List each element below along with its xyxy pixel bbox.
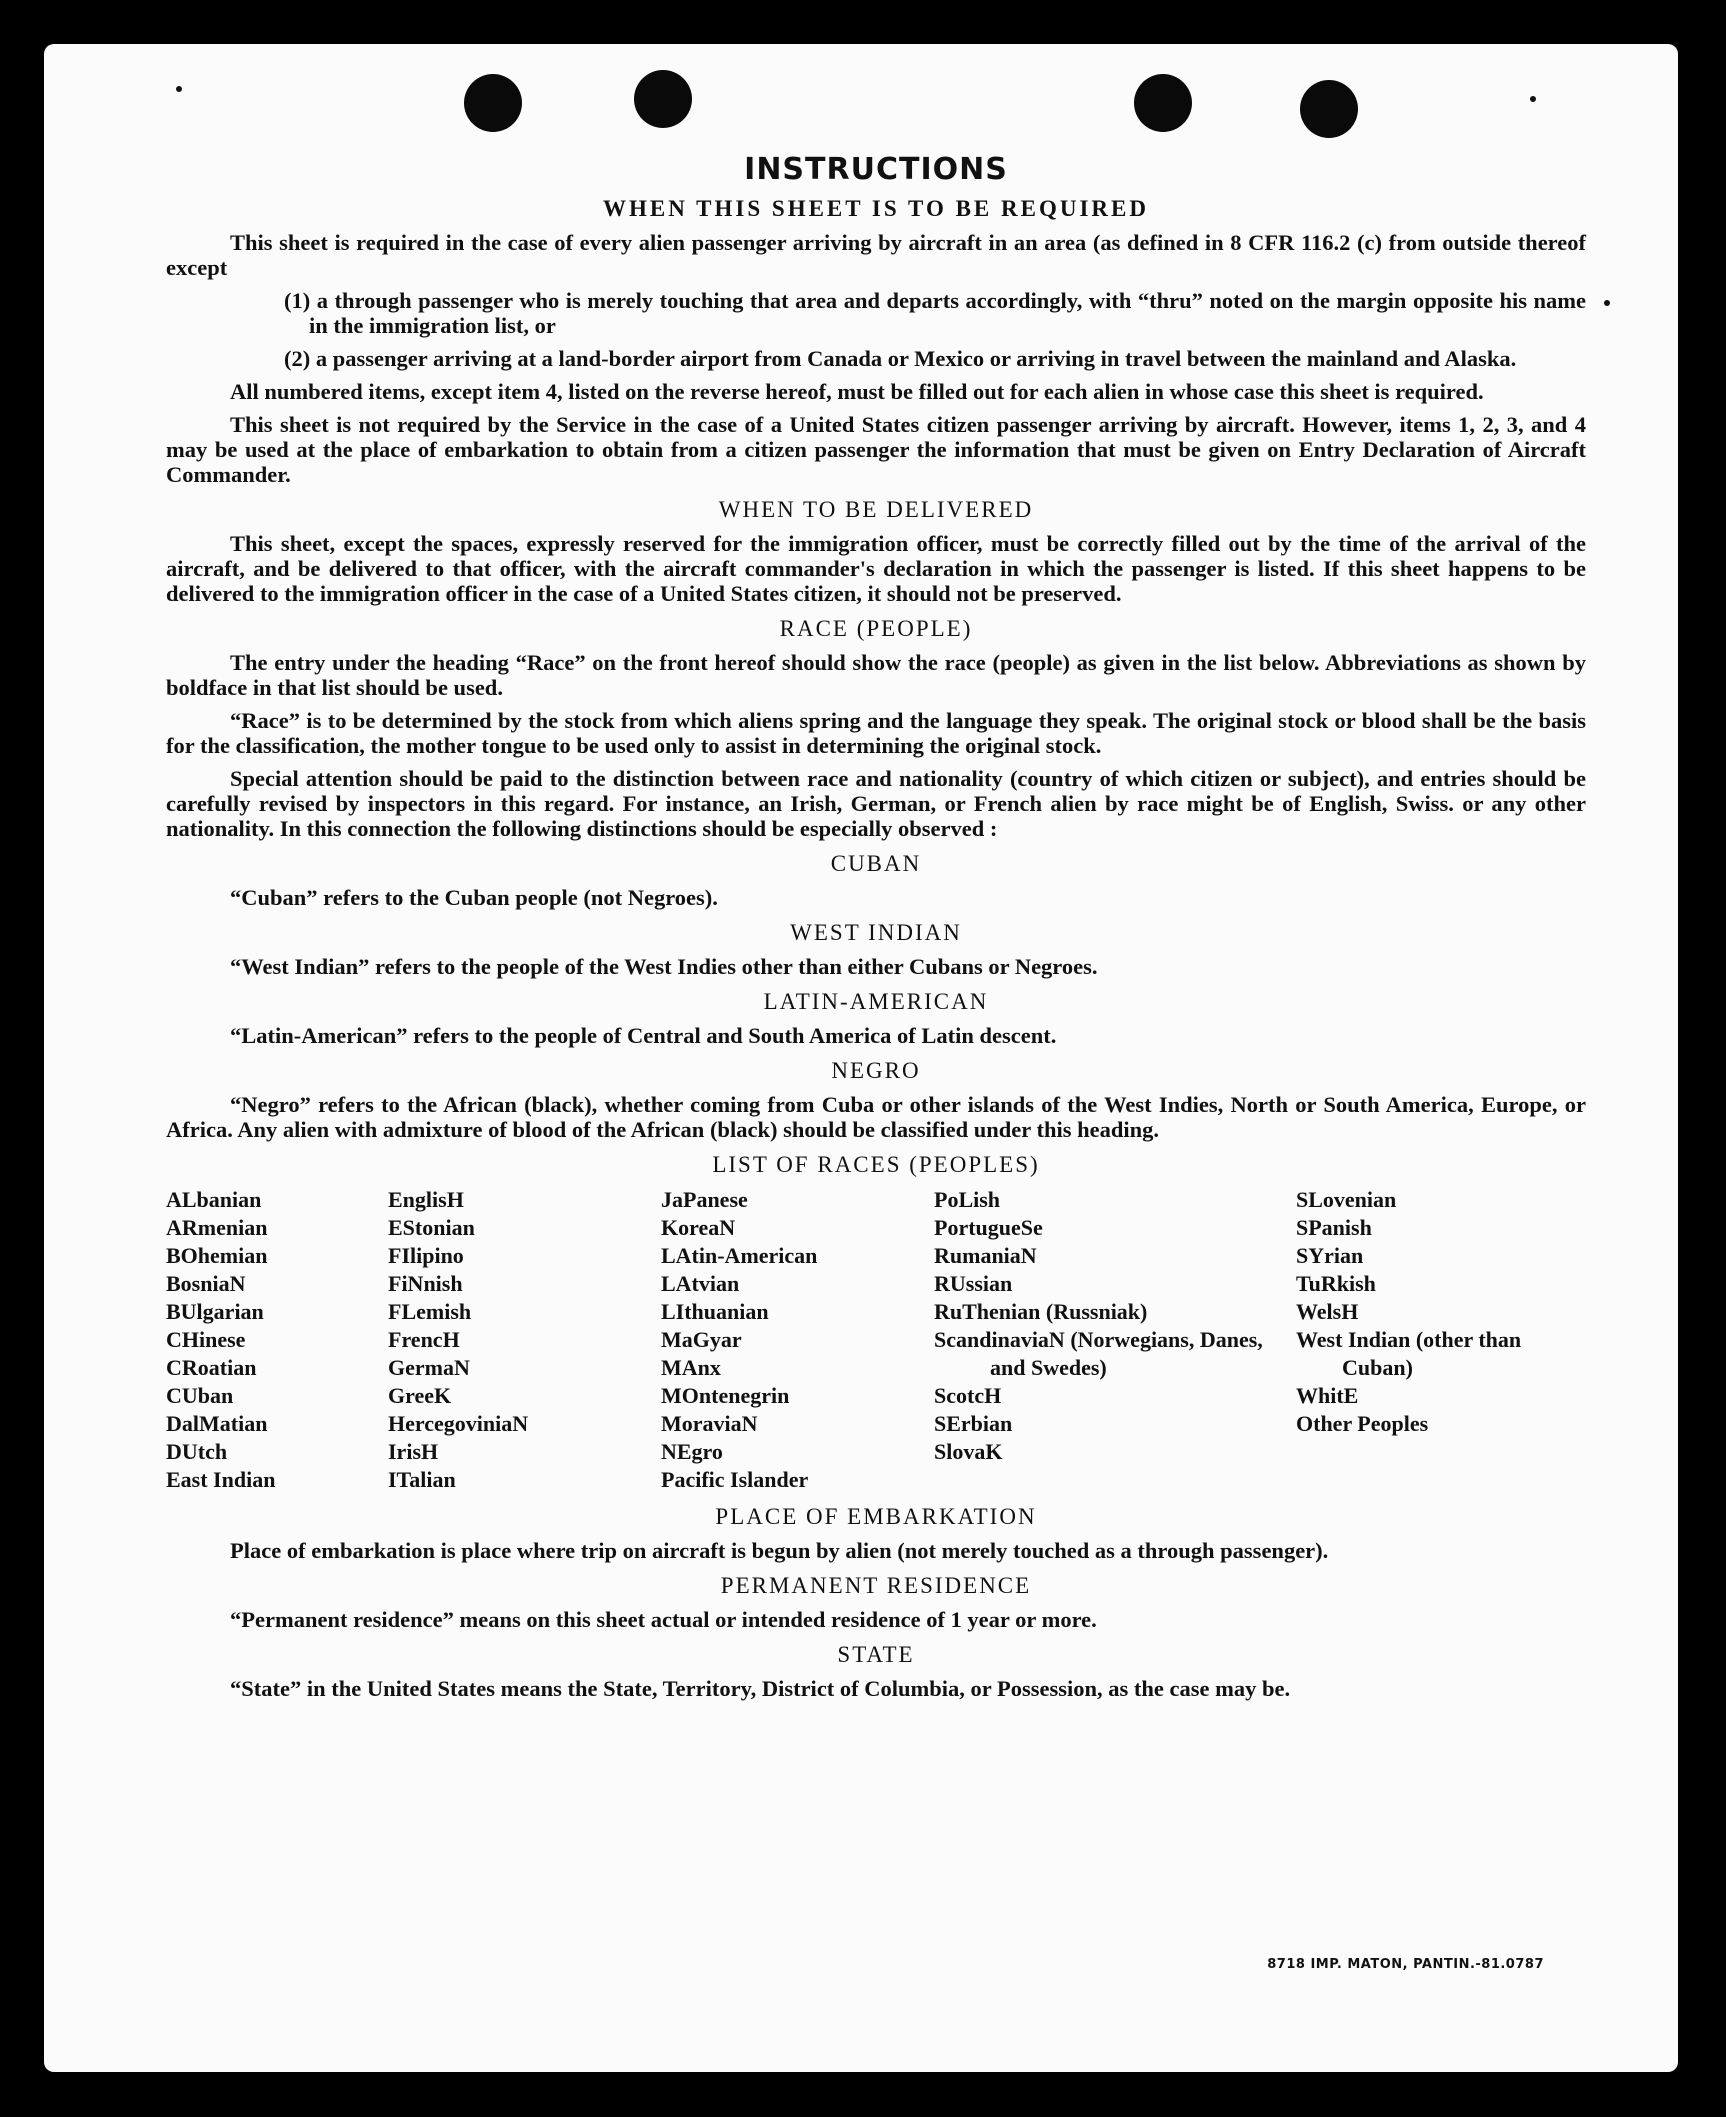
race-entry: RUssian — [934, 1271, 1013, 1296]
paragraph: The entry under the heading “Race” on the front hereof should show the race (people) as given in the list below. Abbreviations as shown by boldface in that list should be used. — [166, 650, 1586, 700]
race-entry: West Indian (other than Cuban) — [1296, 1327, 1522, 1380]
races-column — [166, 1186, 388, 1494]
race-entry: SPanish — [1296, 1215, 1372, 1240]
race-entry: BUlgarian — [166, 1299, 264, 1324]
printer-imprint: 8718 IMP. MATON, PANTIN.-81.0787 — [1267, 1957, 1544, 1972]
paragraph: “Race” is to be determined by the stock from which aliens spring and the language they speak. The original stock or blood shall be the basis for the classification, the mother tongue to be used only to assist in determining the original stock. — [166, 708, 1586, 758]
paragraph: “Latin-American” refers to the people of Central and South America of Latin descent. — [230, 1023, 1057, 1048]
race-entry: MaGyar — [661, 1327, 742, 1352]
paragraph: This sheet is not required by the Service in the case of a United States citizen passenger arriving by aircraft. However, items 1, 2, 3, and 4 may be used at the place of embarkation to obtain from a citizen passenger the information that must be given on Entry Declaration of Aircraft Commander. — [166, 412, 1586, 487]
section-heading: WHEN TO BE DELIVERED — [718, 497, 1034, 522]
race-entry: LAtin-American — [661, 1243, 818, 1268]
race-entry: BosniaN — [166, 1271, 246, 1296]
race-entry: CHinese — [166, 1327, 246, 1352]
race-entry: HercegoviniaN — [388, 1411, 529, 1436]
races-column — [934, 1186, 1296, 1494]
race-entry: ITalian — [388, 1467, 456, 1492]
section-heading: LATIN-AMERICAN — [763, 989, 989, 1014]
race-entry: ALbanian — [166, 1187, 262, 1212]
paragraph: “Permanent residence” means on this sheet actual or intended residence of 1 year or more. — [230, 1607, 1097, 1632]
race-entry: SlovaK — [934, 1439, 1003, 1464]
section-heading: RACE (PEOPLE) — [779, 616, 973, 641]
race-entry: WhitE — [1296, 1383, 1359, 1408]
section-heading: CUBAN — [830, 851, 922, 876]
race-entry: SYrian — [1296, 1243, 1364, 1268]
races-column — [388, 1186, 661, 1494]
race-entry: FIlipino — [388, 1243, 464, 1268]
race-entry: Pacific Islander — [661, 1467, 809, 1492]
races-column — [661, 1186, 934, 1494]
races-table — [166, 1186, 1586, 1494]
section-heading: PLACE OF EMBARKATION — [715, 1504, 1037, 1529]
race-entry: FrencH — [388, 1327, 460, 1352]
race-entry: KoreaN — [661, 1215, 736, 1240]
race-entry: SErbian — [934, 1411, 1013, 1436]
race-entry: ScandinaviaN (Norwegians, Danes, and Swedes) — [934, 1327, 1263, 1380]
race-entry: FLemish — [388, 1299, 472, 1324]
paragraph: “West Indian” refers to the people of the West Indies other than either Cubans or Negroes. — [230, 954, 1098, 979]
section-heading: PERMANENT RESIDENCE — [720, 1573, 1032, 1598]
section-heading: STATE — [837, 1642, 915, 1667]
race-entry: MAnx — [661, 1355, 721, 1380]
race-entry: DUtch — [166, 1439, 228, 1464]
race-entry: CRoatian — [166, 1355, 257, 1380]
race-entry: IrisH — [388, 1439, 439, 1464]
race-entry: CUban — [166, 1383, 234, 1408]
race-entry: ARmenian — [166, 1215, 268, 1240]
race-entry: MoraviaN — [661, 1411, 758, 1436]
document-sheet — [44, 44, 1678, 2072]
race-entry: TuRkish — [1296, 1271, 1376, 1296]
race-entry: LAtvian — [661, 1271, 740, 1296]
race-entry: NEgro — [661, 1439, 723, 1464]
paragraph: All numbered items, except item 4, listed on the reverse hereof, must be filled out for each alien in whose case this sheet is required. — [230, 379, 1484, 404]
paragraph: This sheet, except the spaces, expressly reserved for the immigration officer, must be correctly filled out by the time of the arrival of the aircraft, and be delivered to that officer, with the aircraft commander's declaration in which the passenger is listed. If this sheet happens to be delivered to the immigration officer in the case of a United States citizen, it should not be preserved. — [166, 531, 1586, 606]
paragraph: This sheet is required in the case of every alien passenger arriving by aircraft in an area (as defined in 8 CFR 116.2 (c) from outside thereof except — [166, 230, 1586, 280]
paragraph: Place of embarkation is place where trip on aircraft is begun by alien (not merely touched as a through passenger). — [230, 1538, 1329, 1563]
race-entry: SLovenian — [1296, 1187, 1397, 1212]
ink-speck — [1604, 300, 1610, 306]
race-entry: FiNnish — [388, 1271, 463, 1296]
paragraph: “Negro” refers to the African (black), whether coming from Cuba or other islands of the West Indies, North or South America, Europe, or Africa. Any alien with admixture of blood of the African (black) should be classified under this heading. — [166, 1092, 1586, 1142]
races-column — [1296, 1186, 1586, 1494]
race-entry: BOhemian — [166, 1243, 268, 1268]
race-entry: LIthuanian — [661, 1299, 769, 1324]
race-entry: ScotcH — [934, 1383, 1002, 1408]
race-entry: PoLish — [934, 1187, 1001, 1212]
race-entry: PortugueSe — [934, 1215, 1043, 1240]
race-entry: DalMatian — [166, 1411, 268, 1436]
race-entry: GreeK — [388, 1383, 452, 1408]
ink-speck — [1530, 96, 1536, 102]
race-entry: EStonian — [388, 1215, 475, 1240]
section-heading: WHEN THIS SHEET IS TO BE REQUIRED — [603, 196, 1149, 221]
race-entry: RuThenian (Russniak) — [934, 1299, 1148, 1324]
paragraph: “Cuban” refers to the Cuban people (not Negroes). — [230, 885, 718, 910]
list-item: (1) a through passenger who is merely touching that area and departs accordingly, with “thru” noted on the margin opposite his name in the immigration list, or — [284, 288, 1586, 338]
instructions-body — [166, 106, 1586, 1709]
race-entry: GermaN — [388, 1355, 470, 1380]
page-title: INSTRUCTIONS — [744, 152, 1008, 187]
race-entry: JaPanese — [661, 1187, 748, 1212]
paragraph: “State” in the United States means the State, Territory, District of Columbia, or Possession, as the case may be. — [230, 1676, 1291, 1701]
ink-speck — [176, 86, 182, 92]
race-entry: RumaniaN — [934, 1243, 1037, 1268]
paragraph: Special attention should be paid to the distinction between race and nationality (country of which citizen or subject), and entries should be carefully revised by inspectors in this regard. For instance, an Irish, German, or French alien by race might be of English, Swiss. or any other nationality. In this connection the following distinctions should be especially observed : — [166, 766, 1586, 841]
list-item: (2) a passenger arriving at a land-border airport from Canada or Mexico or arriving in travel between the mainland and Alaska. — [284, 346, 1517, 371]
race-entry: MOntenegrin — [661, 1383, 790, 1408]
race-entry: WelsH — [1296, 1299, 1359, 1324]
race-entry: EnglisH — [388, 1187, 464, 1212]
section-heading: NEGRO — [831, 1058, 921, 1083]
race-entry: Other Peoples — [1296, 1411, 1429, 1436]
section-heading: WEST INDIAN — [790, 920, 962, 945]
section-heading: LIST OF RACES (PEOPLES) — [712, 1152, 1040, 1177]
race-entry: East Indian — [166, 1467, 276, 1492]
